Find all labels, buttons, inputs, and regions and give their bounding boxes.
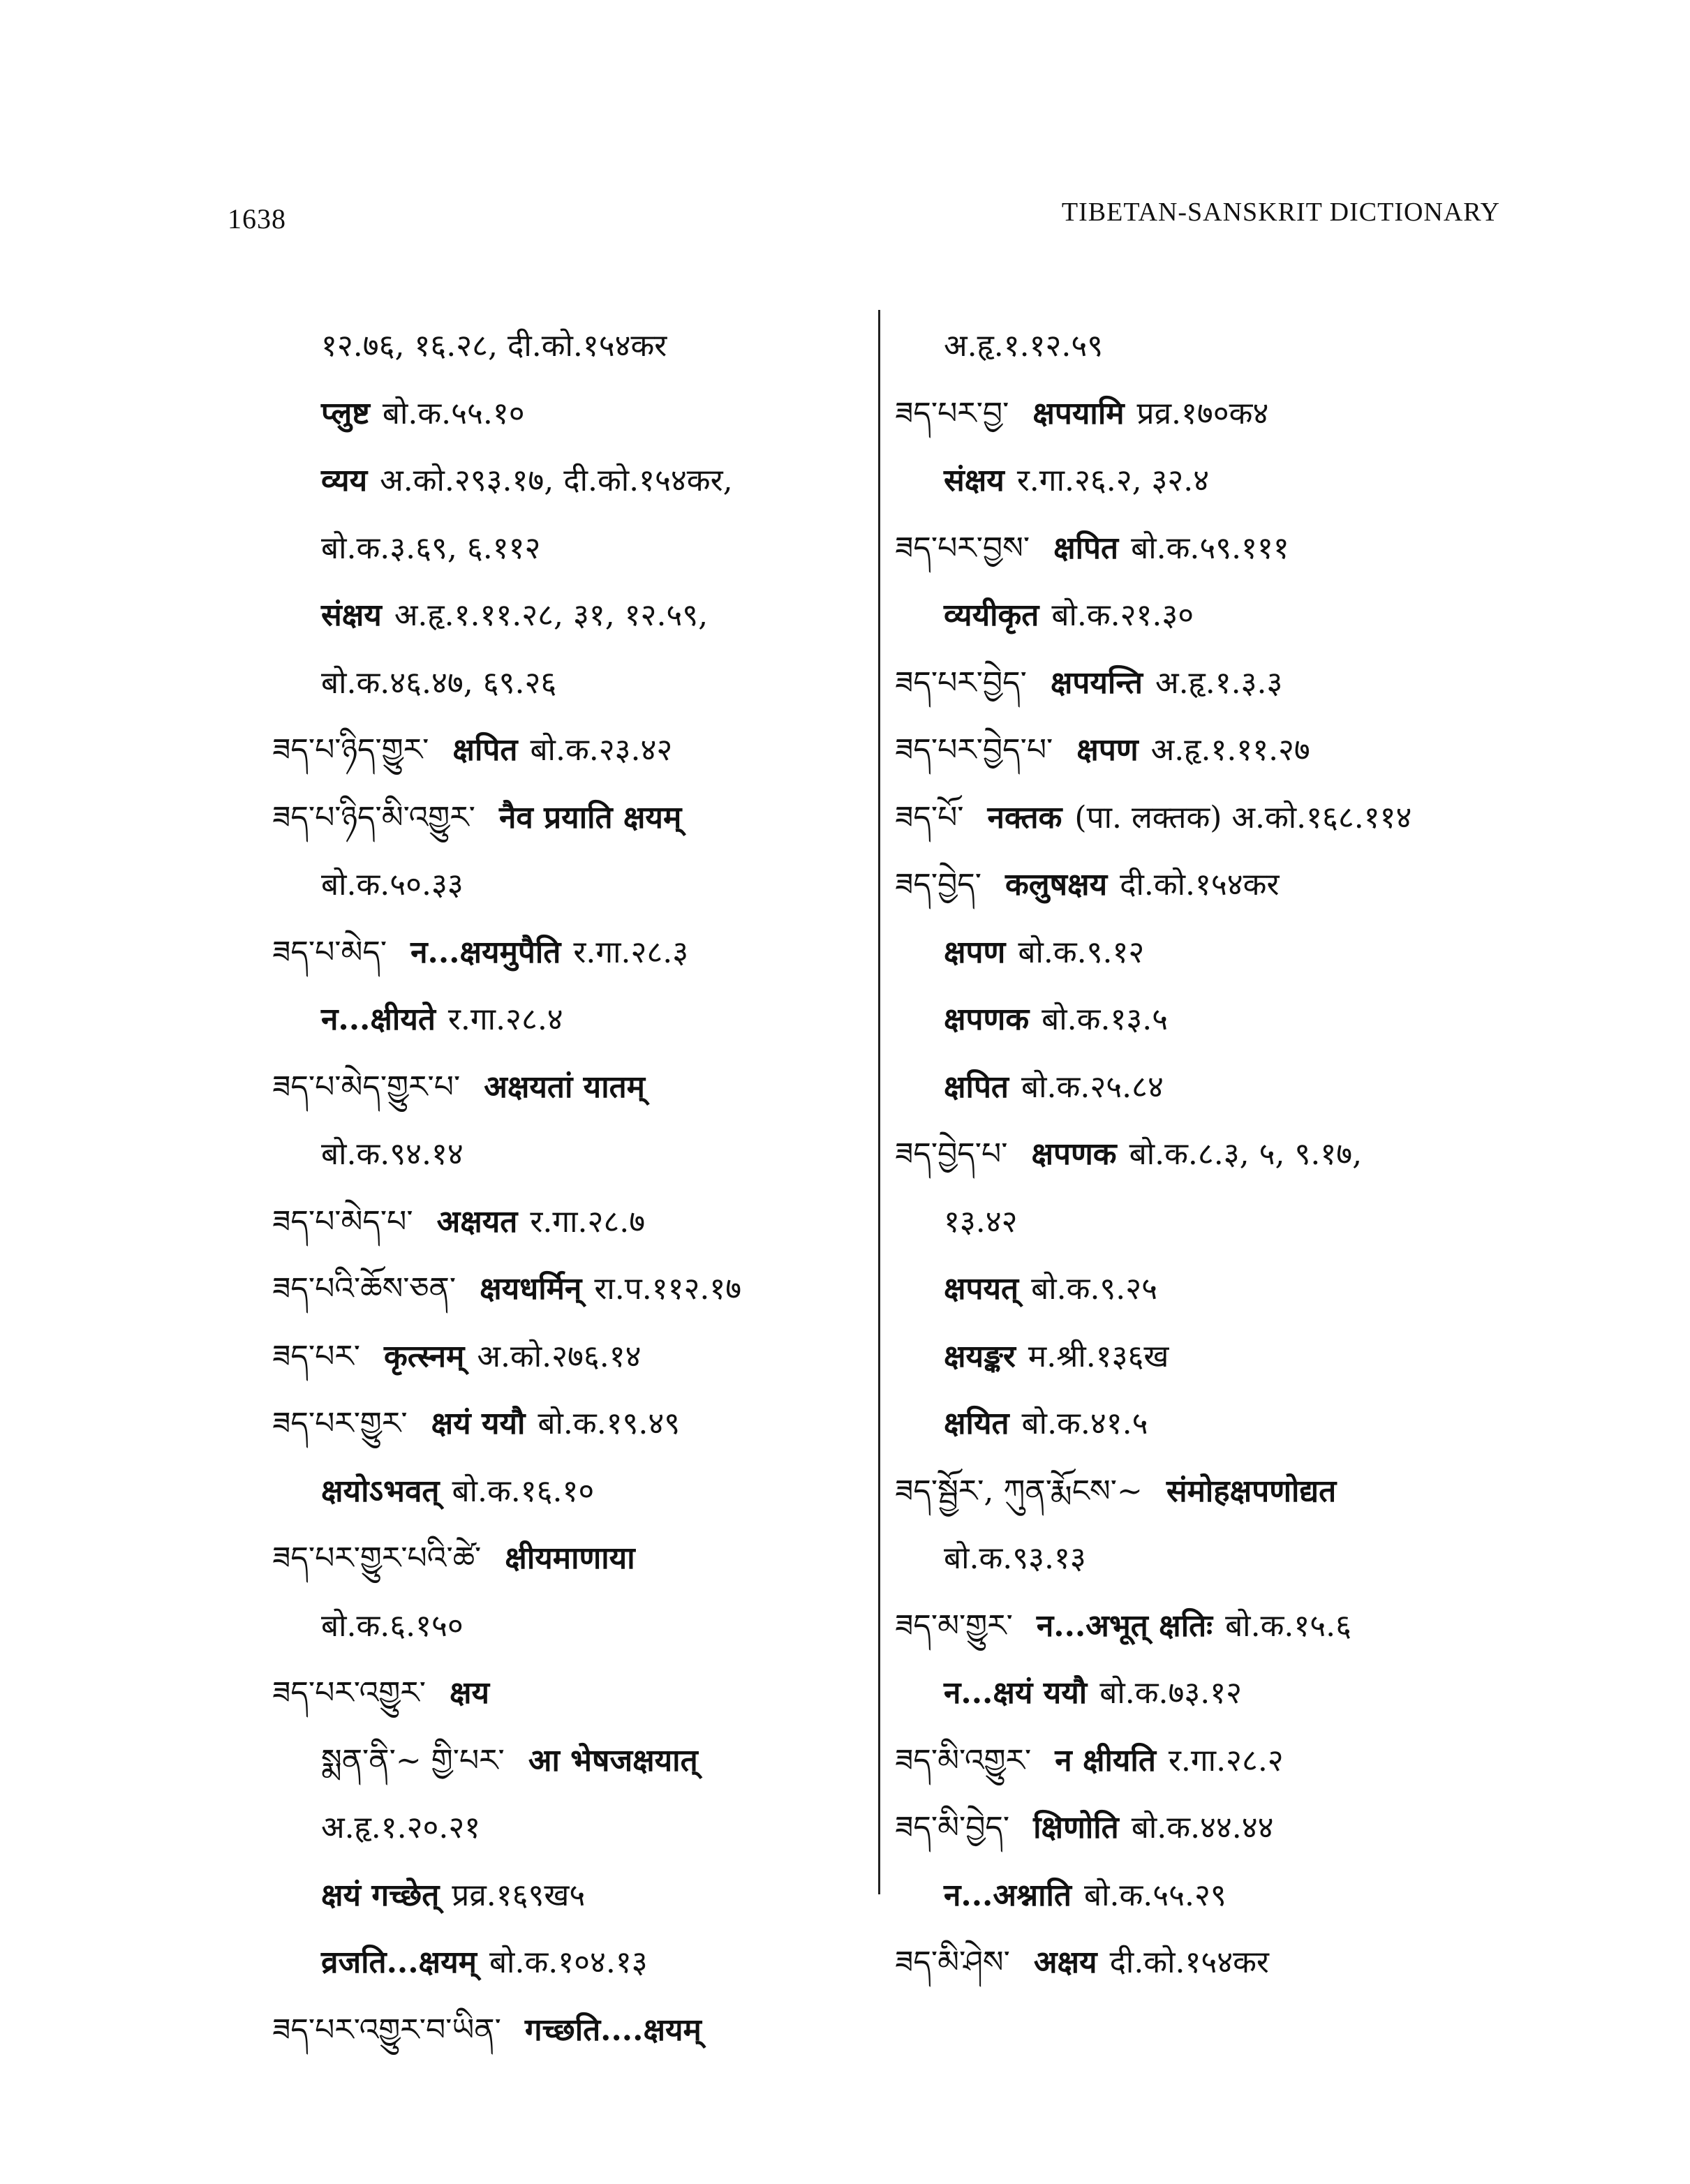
source-reference: प्रव्र.१७०क४ [1136, 395, 1269, 431]
tibetan-headword: ཟད་པའི་ཆོས་ཅན་ [272, 1271, 457, 1307]
sanskrit-equivalent: क्षयोऽभवत् [321, 1473, 440, 1509]
sanskrit-equivalent: संक्षय [944, 463, 1005, 498]
dictionary-line [895, 1795, 1509, 1862]
tibetan-headword: ཟད་པར་འགྱུར་ [272, 1675, 426, 1711]
dictionary-line [895, 1323, 1509, 1391]
column-divider [878, 310, 880, 1894]
tibetan-headword: ཟད་མ་གྱུར་ [895, 1607, 1013, 1644]
dictionary-line [895, 313, 1509, 380]
running-head: TIBETAN-SANSKRIT DICTIONARY [1061, 198, 1500, 227]
tibetan-headword: ཟད་པར་བྱེད་ [895, 664, 1027, 701]
sanskrit-equivalent: क्षपणक [944, 1002, 1030, 1037]
dictionary-line [895, 986, 1509, 1054]
sanskrit-equivalent: क्षपित [1053, 530, 1119, 566]
tibetan-headword: ཟད་པར་བྱེད་པ་ [895, 732, 1053, 768]
source-reference: र.गा.२८.४ [447, 1002, 563, 1037]
source-reference: अ.को.२७६.१४ [477, 1338, 642, 1374]
source-reference: र.गा.२८.३ [573, 934, 689, 970]
sanskrit-equivalent: क्षीयमाणाया [505, 1540, 635, 1576]
dictionary-line [272, 1323, 859, 1391]
dictionary-line [272, 313, 859, 380]
dictionary-line [895, 515, 1509, 583]
page-number: 1638 [228, 203, 286, 235]
dictionary-line [272, 1256, 859, 1323]
dictionary-line [895, 582, 1509, 650]
tibetan-headword: ཟད་མི་འགྱུར་ [895, 1742, 1032, 1778]
source-reference: बो.क.३.६९, ६.११२ [321, 530, 541, 566]
sanskrit-equivalent: व्ययीकृत [944, 597, 1039, 633]
source-reference: बो.क.९३.१३ [944, 1540, 1086, 1576]
sanskrit-equivalent: न...क्षयमुपैति [410, 934, 561, 970]
dictionary-line [272, 1189, 859, 1256]
dictionary-line [895, 380, 1509, 448]
source-reference: दी.को.१५४कर [1109, 1945, 1269, 1980]
tibetan-headword: ཟད་པ་ཉིད་མི་འགྱུར་ [272, 799, 475, 835]
sanskrit-equivalent: संमोहक्षपणोद्यत [1166, 1473, 1337, 1509]
source-reference: बो.क.२५.८४ [1021, 1069, 1164, 1105]
dictionary-line [272, 650, 859, 718]
source-reference: अ.हृ.१.२०.२१ [321, 1810, 481, 1845]
dictionary-line [272, 447, 859, 515]
dictionary-line [272, 515, 859, 583]
source-reference: अ.हृ.१.३.३ [1155, 664, 1283, 701]
dictionary-line [895, 1189, 1509, 1256]
sanskrit-equivalent: क्षपयामि [1032, 395, 1125, 431]
source-reference: १२.७६, १६.२८, दी.को.१५४कर [321, 328, 667, 364]
dictionary-line [895, 919, 1509, 987]
dictionary-line [272, 785, 859, 852]
dictionary-line [272, 1862, 859, 1930]
source-reference: बो.क.८.३, ५, ९.१७, [1129, 1136, 1363, 1172]
source-reference: बो.क.९.१२ [1018, 934, 1145, 970]
sanskrit-equivalent: न...अभूत् क्षतिः [1036, 1607, 1213, 1644]
dictionary-line [895, 1929, 1509, 1997]
sanskrit-equivalent: क्षय [449, 1675, 490, 1711]
dictionary-line [272, 1390, 859, 1458]
sanskrit-equivalent: कलुषक्षय [1005, 867, 1108, 902]
sanskrit-equivalent: क्षपित [944, 1069, 1009, 1105]
source-reference: अ.हृ.१.१२.५९ [944, 328, 1104, 364]
sanskrit-equivalent: प्लुष्ट [321, 395, 370, 431]
dictionary-line [895, 852, 1509, 919]
sanskrit-equivalent: क्षपयत् [944, 1271, 1019, 1307]
dictionary-line [272, 1728, 859, 1795]
dictionary-line [272, 582, 859, 650]
tibetan-headword: ཟད་པ་ཉིད་གྱུར་ [272, 732, 429, 768]
sanskrit-equivalent: संक्षय [321, 597, 382, 633]
tibetan-headword: ཟད་པོ་ [895, 799, 964, 835]
sanskrit-equivalent: अक्षयतां यातम् [484, 1069, 645, 1105]
sanskrit-equivalent: क्षपयन्ति [1050, 664, 1143, 701]
dictionary-line [895, 1390, 1509, 1458]
sanskrit-equivalent: न...क्षयं ययौ [944, 1675, 1088, 1711]
dictionary-line [272, 1458, 859, 1526]
source-reference: बो.क.१५.६ [1225, 1607, 1351, 1644]
dictionary-line [895, 1458, 1509, 1526]
tibetan-headword: ཟད་པར་བྱ་ [895, 395, 1009, 431]
sanskrit-equivalent: क्षिणोति [1033, 1810, 1119, 1845]
sanskrit-equivalent: व्यय [321, 463, 368, 498]
source-reference: बो.क.९.२५ [1031, 1271, 1158, 1307]
source-reference: बो.क.६.१५० [321, 1607, 464, 1644]
source-reference: र.गा.२६.२, ३२.४ [1016, 463, 1210, 498]
dictionary-line [895, 650, 1509, 718]
sanskrit-equivalent: अक्षयत [436, 1203, 518, 1240]
sanskrit-equivalent: क्षयधर्मिन् [480, 1271, 582, 1307]
source-reference: प्रव्र.१६९ख५ [452, 1877, 586, 1913]
dictionary-line [272, 986, 859, 1054]
tibetan-headword: ཟད་པར་བྱས་ [895, 530, 1030, 566]
dictionary-line [895, 1862, 1509, 1930]
dictionary-line [272, 1929, 859, 1997]
sanskrit-equivalent: क्षयं ययौ [431, 1406, 526, 1441]
source-reference: अ.हृ.१.११.२८, ३१, १२.५९, [394, 597, 709, 633]
sanskrit-equivalent: व्रजति...क्षयम् [321, 1945, 477, 1980]
source-reference: र.गा.२८.२ [1168, 1742, 1284, 1778]
source-reference: बो.क.५५.२९ [1083, 1877, 1226, 1913]
source-reference: बो.क.१९.४९ [538, 1406, 681, 1441]
dictionary-line [895, 717, 1509, 785]
source-reference: बो.क.१०४.१३ [489, 1945, 648, 1980]
tibetan-headword: ཟད་པར་གྱུར་ [272, 1406, 408, 1441]
sanskrit-equivalent: गच्छति....क्षयम् [524, 2012, 702, 2048]
source-reference: र.गा.२८.७ [530, 1203, 646, 1240]
sanskrit-equivalent: क्षपित [452, 732, 518, 768]
dictionary-line [272, 1054, 859, 1122]
sanskrit-equivalent: क्षयं गच्छेत् [321, 1877, 440, 1913]
source-reference: बो.क.१३.५ [1042, 1002, 1169, 1037]
dictionary-line [895, 1593, 1509, 1661]
dictionary-line [895, 447, 1509, 515]
tibetan-headword: ཟད་པར་ [272, 1338, 360, 1374]
source-reference: १३.४२ [944, 1203, 1018, 1240]
dictionary-line [895, 1121, 1509, 1189]
sanskrit-equivalent: अक्षय [1033, 1945, 1097, 1980]
dictionary-line [895, 785, 1509, 852]
tibetan-headword: ཟད་པར་འགྱུར་བ་ཡིན་ [272, 2012, 501, 2048]
source-reference: बो.क.७३.१२ [1099, 1675, 1242, 1711]
tibetan-headword: ཟད་བྱེད་ [895, 867, 981, 902]
source-reference: म.श्री.१३६ख [1028, 1338, 1169, 1374]
tibetan-headword: ཟད་པར་གྱུར་པའི་ཚེ་ [272, 1540, 482, 1576]
dictionary-line [895, 1256, 1509, 1323]
dictionary-line [895, 1054, 1509, 1122]
source-reference: बो.क.२३.४२ [530, 732, 673, 768]
source-reference: बो.क.१६.१० [452, 1473, 595, 1509]
tibetan-headword: སྨན་ནི་~ གྱི་པར་ [321, 1742, 505, 1778]
tibetan-headword: ཟད་བྱེད་པ་ [895, 1136, 1008, 1172]
tibetan-headword: ཟད་པ་མེད་གྱུར་པ་ [272, 1069, 461, 1105]
source-reference: बो.क.४१.५ [1021, 1406, 1148, 1441]
source-reference: अ.हृ.१.११.२७ [1150, 732, 1310, 768]
sanskrit-equivalent: क्षयङ्कर [944, 1338, 1016, 1374]
sanskrit-equivalent: क्षयित [944, 1406, 1009, 1441]
dictionary-line [272, 1593, 859, 1661]
source-reference: बो.क.५९.१११ [1131, 530, 1289, 566]
source-reference: अ.को.२९३.१७, दी.को.१५४कर, [380, 463, 733, 498]
dictionary-line [272, 1121, 859, 1189]
tibetan-headword: ཟད་མི་ཤེས་ [895, 1945, 1010, 1980]
sanskrit-equivalent: क्षपण [944, 934, 1006, 970]
dictionary-line [272, 1795, 859, 1862]
tibetan-headword: ཟད་པ་མེད་པ་ [272, 1203, 413, 1240]
source-reference: बो.क.४४.४४ [1131, 1810, 1274, 1845]
right-column [895, 313, 1509, 1997]
tibetan-headword: ཟད་སྦྱོར་, ཀུན་རྨོངས་~ [895, 1473, 1143, 1509]
dictionary-line [895, 1728, 1509, 1795]
source-reference: रा.प.११२.१७ [594, 1271, 742, 1307]
dictionary-line [895, 1660, 1509, 1728]
tibetan-headword: ཟད་མི་བྱེད་ [895, 1810, 1010, 1845]
source-reference: दी.को.१५४कर [1120, 867, 1280, 902]
sanskrit-equivalent: नक्तक [987, 799, 1062, 835]
dictionary-line [272, 717, 859, 785]
source-reference: (पा. लक्तक) अ.को.१६८.११४ [1074, 799, 1412, 835]
sanskrit-equivalent: आ भेषजक्षयात् [528, 1742, 698, 1778]
sanskrit-equivalent: न क्षीयति [1055, 1742, 1156, 1778]
sanskrit-equivalent: न...क्षीयते [321, 1002, 436, 1037]
source-reference: बो.क.२१.३० [1051, 597, 1194, 633]
sanskrit-equivalent: क्षपण [1076, 732, 1139, 768]
sanskrit-equivalent: क्षपणक [1031, 1136, 1117, 1172]
left-column [272, 313, 859, 2064]
source-reference: बो.क.४६.४७, ६९.२६ [321, 664, 557, 701]
sanskrit-equivalent: कृत्स्नम् [383, 1338, 465, 1374]
source-reference: बो.क.५५.१० [382, 395, 525, 431]
dictionary-line [272, 1997, 859, 2065]
dictionary-line [272, 380, 859, 448]
source-reference: बो.क.९४.१४ [321, 1136, 464, 1172]
dictionary-line [272, 1525, 859, 1593]
dictionary-line [272, 852, 859, 919]
dictionary-line [272, 919, 859, 987]
sanskrit-equivalent: न...अश्नाति [944, 1877, 1072, 1913]
sanskrit-equivalent: नैव प्रयाति क्षयम् [498, 799, 682, 835]
tibetan-headword: ཟད་པ་མེད་ [272, 934, 387, 970]
source-reference: बो.क.५०.३३ [321, 867, 464, 902]
dictionary-line [272, 1660, 859, 1728]
dictionary-line [895, 1525, 1509, 1593]
